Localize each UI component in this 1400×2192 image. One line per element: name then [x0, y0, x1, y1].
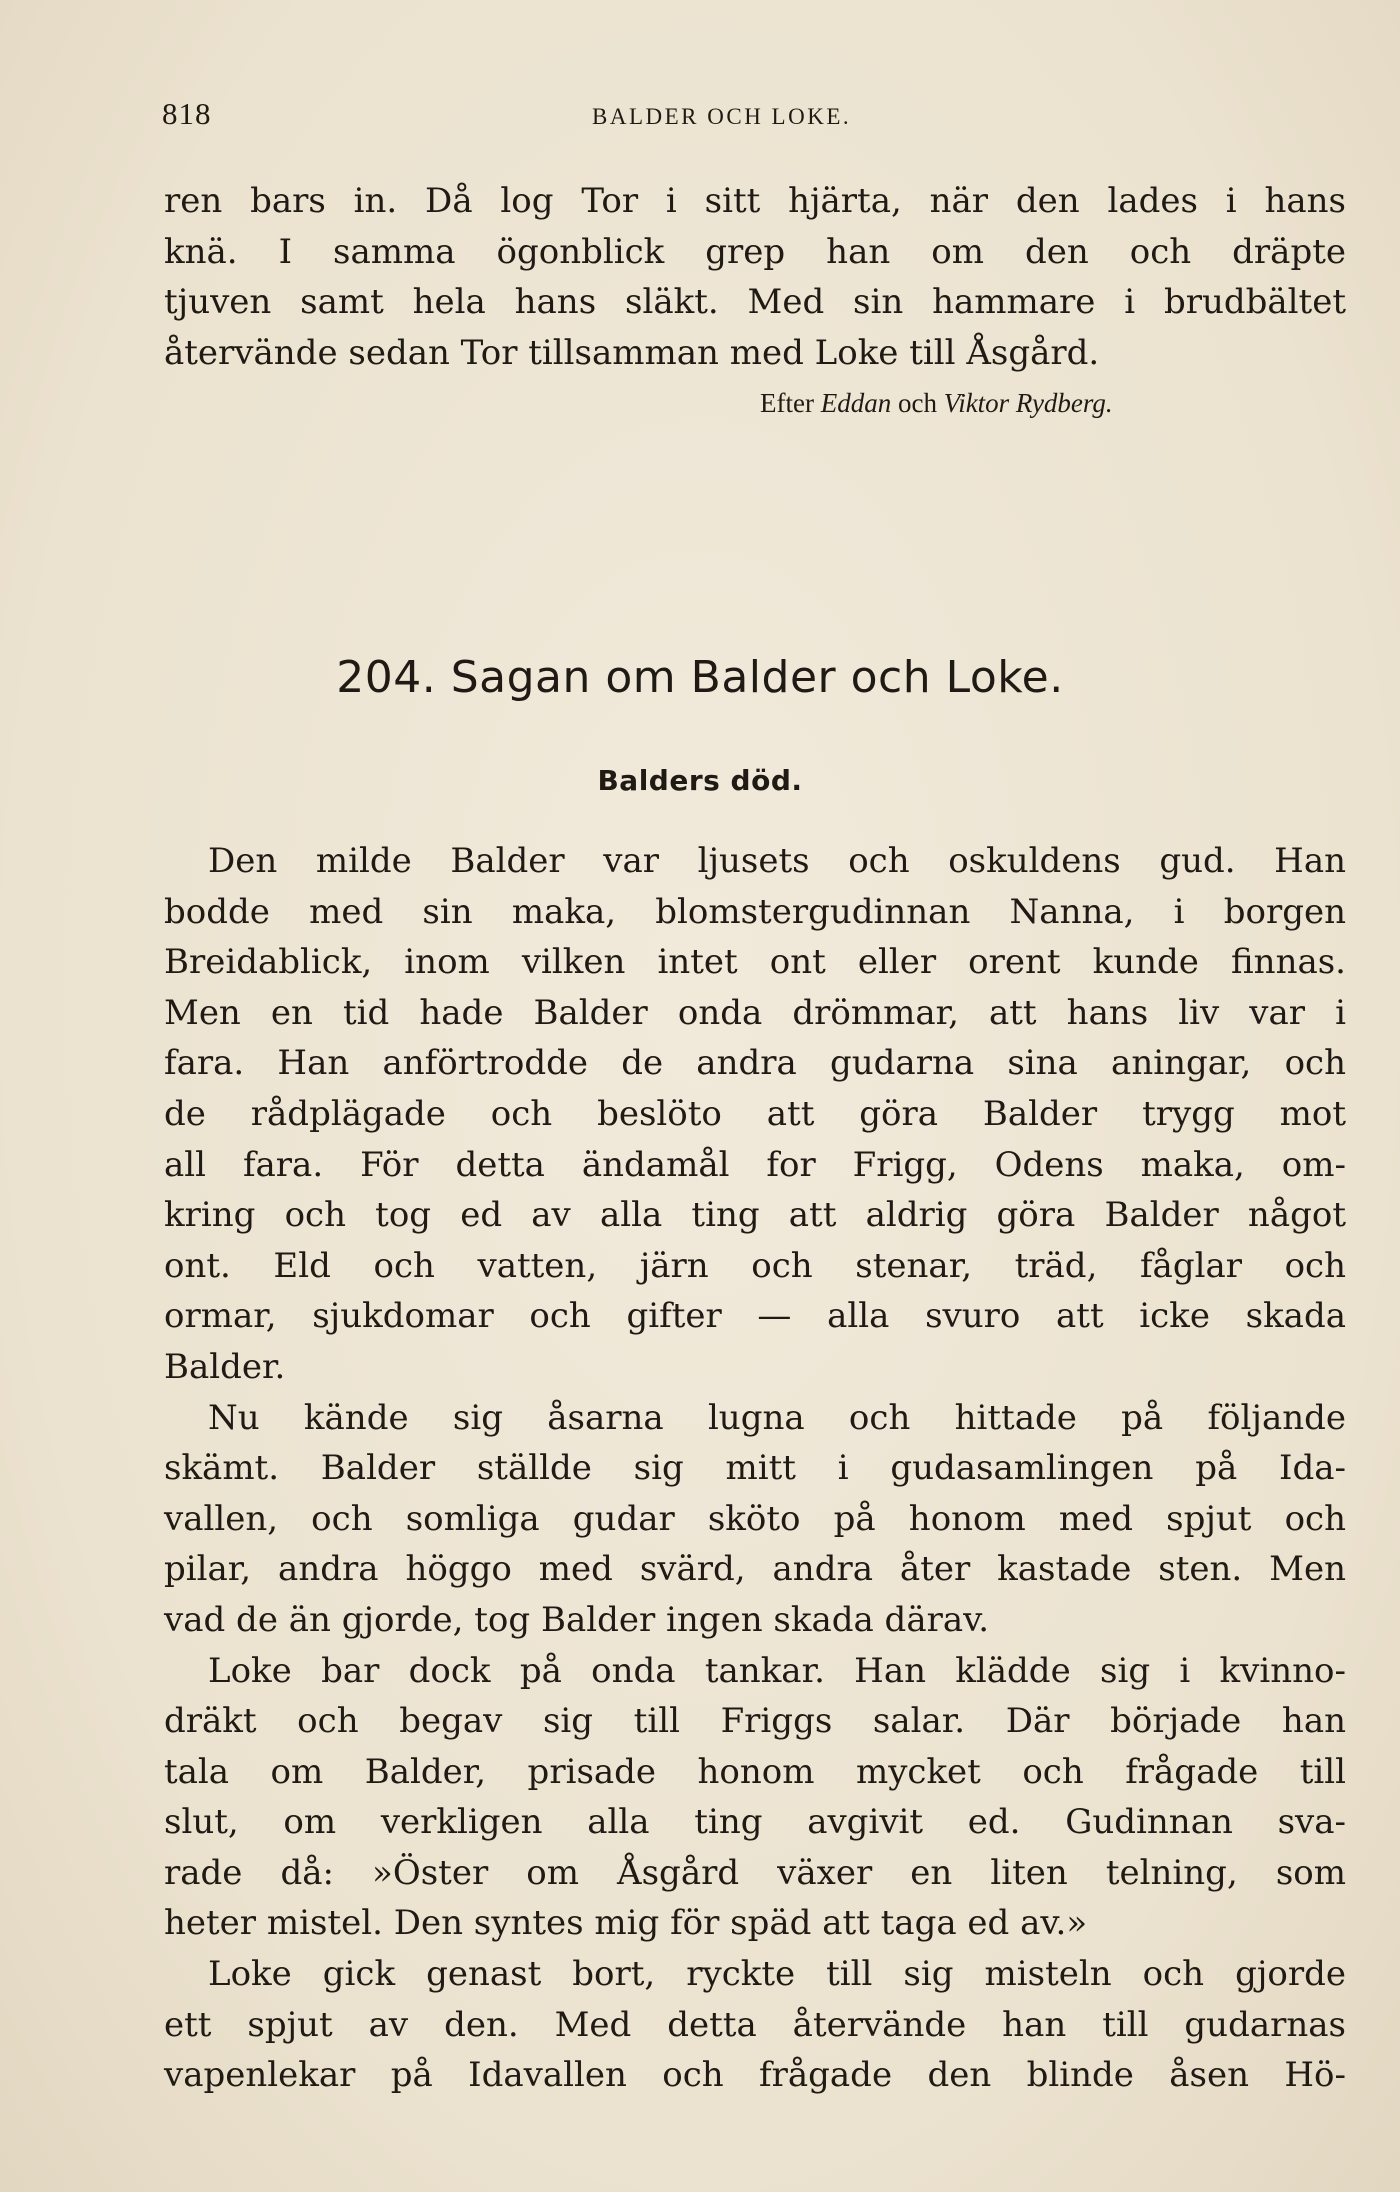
text-line: Breidablick, inom vilken intet ont eller orent kunde finnas.	[164, 942, 1346, 983]
running-head: BALDER OCH LOKE.	[592, 104, 852, 129]
text-line: heter mistel. Den syntes mig för späd att taga ed av.»	[164, 1903, 1088, 1944]
text-line: slut, om verkligen alla ting avgivit ed. Gudinnan sva-	[164, 1802, 1346, 1843]
text-line: Men en tid hade Balder onda drömmar, att hans liv var i	[164, 992, 1346, 1033]
text-line: kring och tog ed av alla ting att aldrig göra Balder något	[164, 1195, 1346, 1236]
page-number: 818	[162, 96, 212, 131]
text-line: Den milde Balder var ljusets och oskuldens gud. Han	[208, 841, 1346, 881]
text-line: vallen, och somliga gudar sköto på honom med spjut och	[164, 1498, 1346, 1539]
source-attribution	[760, 388, 1113, 419]
text-line: vad de än gjorde, tog Balder ingen skada därav.	[164, 1599, 990, 1640]
section-title: 204. Sagan om Balder och Loke.	[336, 652, 1064, 703]
attribution-prefix: Efter	[760, 388, 814, 418]
attribution-conjunction: och	[897, 388, 937, 418]
text-line: pilar, andra höggo med svärd, andra åter kastade sten. Men	[164, 1549, 1346, 1590]
text-line: ormar, sjukdomar och gifter — alla svuro att icke skada	[164, 1296, 1346, 1337]
page-header	[162, 96, 1342, 136]
attribution-source-rydberg: Viktor Rydberg.	[943, 388, 1113, 418]
text-line: all fara. För detta ändamål for Frigg, Odens maka, om-	[164, 1144, 1346, 1185]
text-line: Loke bar dock på onda tankar. Han klädde sig i kvinno-	[208, 1650, 1346, 1691]
attribution-source-eddan: Eddan	[820, 388, 892, 418]
text-line: tjuven samt hela hans släkt. Med sin hammare i brudbältet	[164, 282, 1346, 323]
story-text	[164, 836, 1346, 2101]
section-subtitle: Balders död.	[597, 764, 803, 797]
text-line: ett spjut av den. Med detta återvände han till gudarnas	[164, 2004, 1346, 2045]
text-line: dräkt och begav sig till Friggs salar. Där började han	[164, 1701, 1346, 1742]
continuation-paragraph	[164, 176, 1346, 378]
text-line: Loke gick genast bort, ryckte till sig misteln och gjorde	[208, 1954, 1346, 1995]
text-line: de rådplägade och beslöto att göra Balder trygg mot	[164, 1093, 1346, 1134]
text-line: fara. Han anförtrodde de andra gudarna sina aningar, och	[164, 1043, 1346, 1084]
text-line: återvände sedan Tor tillsamman med Loke till Åsgård.	[164, 332, 1100, 373]
text-line: vapenlekar på Idavallen och frågade den blinde åsen Hö-	[164, 2055, 1346, 2096]
text-line: knä. I samma ögonblick grep han om den och dräpte	[164, 231, 1346, 272]
text-line: ren bars in. Då log Tor i sitt hjärta, när den lades i hans	[164, 181, 1346, 221]
text-line: rade då: »Öster om Åsgård växer en liten telning, som	[164, 1852, 1346, 1893]
text-line: Balder.	[164, 1346, 286, 1387]
text-line: tala om Balder, prisade honom mycket och frågade till	[164, 1751, 1346, 1792]
text-line: Nu kände sig åsarna lugna och hittade på följande	[208, 1397, 1346, 1438]
text-line: ont. Eld och vatten, järn och stenar, träd, fåglar och	[164, 1245, 1346, 1286]
text-line: skämt. Balder ställde sig mitt i gudasamlingen på Ida-	[164, 1448, 1346, 1489]
text-line: bodde med sin maka, blomstergudinnan Nanna, i borgen	[164, 891, 1346, 932]
